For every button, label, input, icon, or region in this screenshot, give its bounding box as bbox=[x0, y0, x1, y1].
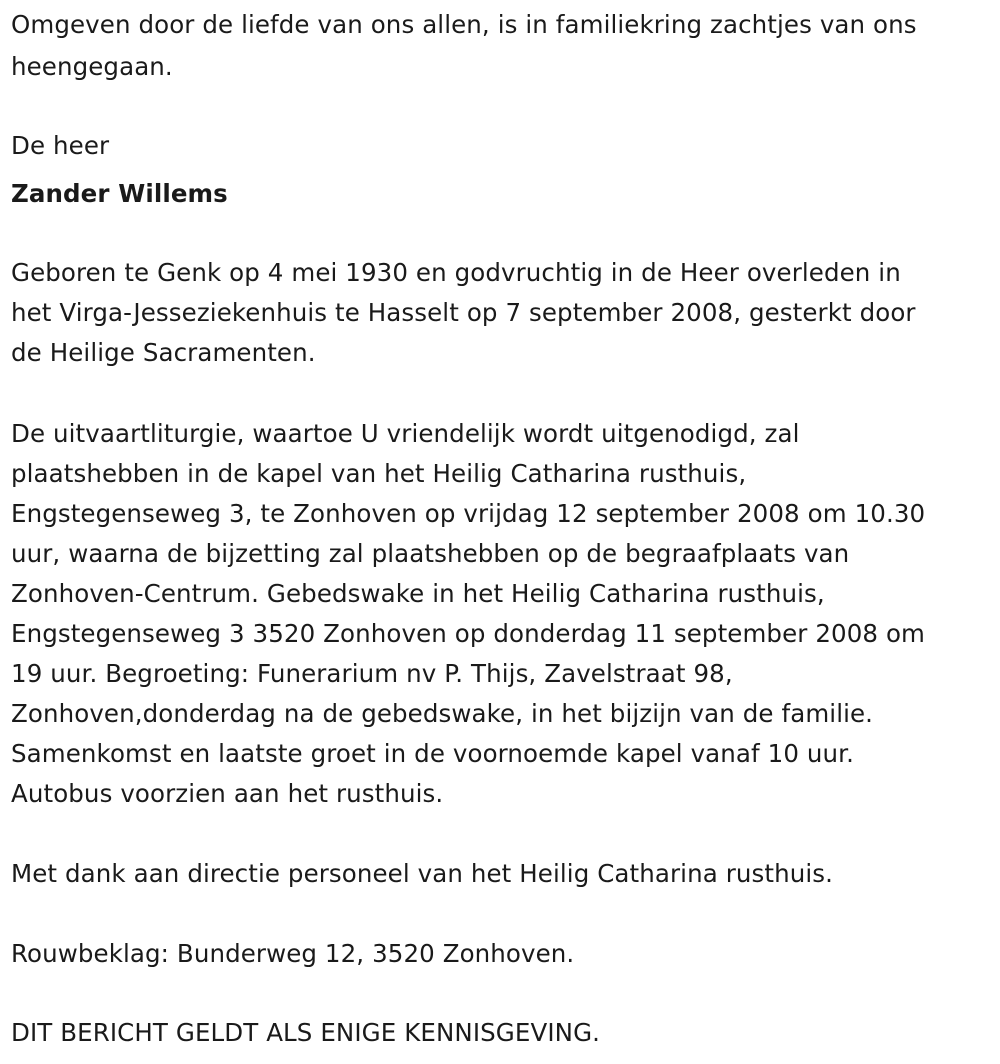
birth-death-line: de Heilige Sacramenten. bbox=[11, 338, 316, 367]
intro-line: heengegaan. bbox=[11, 52, 173, 81]
thanks-line: Met dank aan directie personeel van het Heilig Catharina rusthuis. bbox=[11, 859, 833, 888]
funeral-line: Engstegenseweg 3 3520 Zonhoven op donderdag 11 september 2008 om bbox=[11, 619, 926, 648]
funeral-line: Samenkomst en laatste groet in de voornoemde kapel vanaf 10 uur. bbox=[11, 739, 854, 768]
birth-death-line: het Virga-Jesseziekenhuis te Hasselt op 7 september 2008, gesterkt door bbox=[11, 298, 916, 327]
intro-line: Omgeven door de liefde van ons allen, is in familiekring zachtjes van ons bbox=[11, 10, 917, 39]
closing-notice: DIT BERICHT GELDT ALS ENIGE KENNISGEVING. bbox=[11, 1018, 601, 1047]
birth-death-line: Geboren te Genk op 4 mei 1930 en godvruchtig in de Heer overleden in bbox=[11, 258, 901, 287]
condolences-address: Rouwbeklag: Bunderweg 12, 3520 Zonhoven. bbox=[11, 939, 575, 968]
funeral-line: De uitvaartliturgie, waartoe U vriendelijk wordt uitgenodigd, zal bbox=[11, 419, 800, 448]
funeral-line: Autobus voorzien aan het rusthuis. bbox=[11, 779, 444, 808]
salutation: De heer bbox=[11, 131, 110, 160]
funeral-line: uur, waarna de bijzetting zal plaatshebben op de begraafplaats van bbox=[11, 539, 850, 568]
funeral-line: plaatshebben in de kapel van het Heilig Catharina rusthuis, bbox=[11, 459, 747, 488]
funeral-line: Zonhoven,donderdag na de gebedswake, in het bijzijn van de familie. bbox=[11, 699, 874, 728]
deceased-name: Zander Willems bbox=[11, 179, 228, 208]
funeral-line: 19 uur. Begroeting: Funerarium nv P. Thijs, Zavelstraat 98, bbox=[11, 659, 733, 688]
funeral-line: Zonhoven-Centrum. Gebedswake in het Heilig Catharina rusthuis, bbox=[11, 579, 825, 608]
funeral-line: Engstegenseweg 3, te Zonhoven op vrijdag 12 september 2008 om 10.30 bbox=[11, 499, 926, 528]
